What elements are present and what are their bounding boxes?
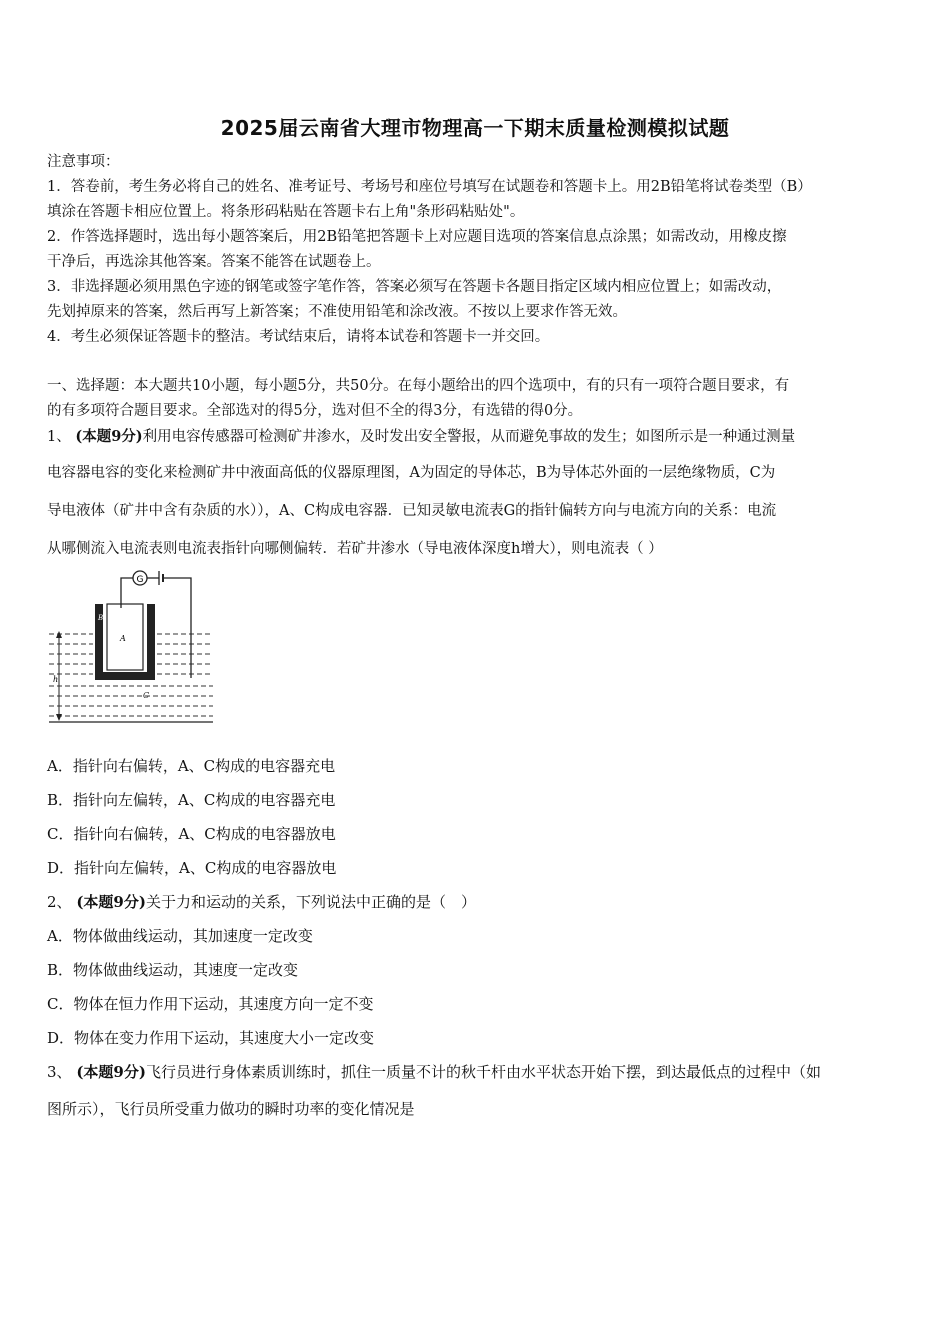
section-instruction: 的有多项符合题目要求。全部选对的得5分，选对但不全的得3分，有选错的得0分。 bbox=[47, 403, 583, 419]
question-number: 3、 bbox=[47, 1063, 72, 1081]
question-1-line bbox=[47, 427, 795, 447]
question-text: 关于力和运动的关系，下列说法中正确的是（ ） bbox=[145, 893, 476, 911]
option-d: D．指针向左偏转，A、C构成的电容器放电 bbox=[47, 859, 337, 877]
notice-line: 1．答卷前，考生务必将自己的姓名、准考证号、考场号和座位号填写在试题卷和答题卡上。用2B铅笔将试卷类型（B） bbox=[47, 179, 812, 195]
question-text: 飞行员进行身体素质训练时，抓住一质量不计的秋千杆由水平状态开始下摆，到达最低点的过程中（如 bbox=[145, 1063, 821, 1081]
notice-heading: 注意事项： bbox=[47, 154, 120, 170]
option-b: B．物体做曲线运动，其速度一定改变 bbox=[47, 961, 299, 979]
notice-line: 3．非选择题必须用黑色字迹的钢笔或签字笔作答，答案必须写在答题卡各题目指定区域内相应位置上；如需改动， bbox=[47, 279, 782, 295]
question-points: (本题9分) bbox=[76, 893, 146, 911]
section-instruction: 一、选择题：本大题共10小题，每小题5分，共50分。在每小题给出的四个选项中，有的只有一项符合题目要求，有 bbox=[47, 378, 790, 394]
page-title: 2025届云南省大理市物理高一下期末质量检测模拟试题 bbox=[220, 116, 730, 140]
question-1-line: 导电液体（矿井中含有杂质的水）），A、C构成电容器．已知灵敏电流表G的指针偏转方向与电流方向的关系：电流 bbox=[47, 503, 777, 519]
notice-line: 先划掉原来的答案，然后再写上新答案；不准使用铅笔和涂改液。不按以上要求作答无效。 bbox=[47, 304, 627, 320]
option-c: C．物体在恒力作用下运动，其速度方向一定不变 bbox=[47, 995, 374, 1013]
question-3-line: 图所示），飞行员所受重力做功的瞬时功率的变化情况是 bbox=[47, 1100, 415, 1118]
question-points: (本题9分) bbox=[76, 1063, 146, 1081]
question-1-line: 从哪侧流入电流表则电流表指针向哪侧偏转．若矿井渗水（导电液体深度h增大），则电流表（ ） bbox=[47, 541, 663, 557]
question-number: 1、 bbox=[47, 429, 71, 445]
label-c: C bbox=[143, 691, 150, 700]
label-h: h bbox=[53, 675, 59, 684]
question-2-line bbox=[47, 892, 476, 912]
label-b: B bbox=[98, 614, 104, 622]
question-text: 利用电容传感器可检测矿井渗水，及时发出安全警报，从而避免事故的发生；如图所示是一种通过测量 bbox=[142, 429, 796, 445]
capacitor-diagram bbox=[47, 568, 217, 728]
option-a: A．指针向右偏转，A、C构成的电容器充电 bbox=[47, 757, 336, 775]
option-a: A．物体做曲线运动，其加速度一定改变 bbox=[47, 927, 313, 945]
notice-line: 4．考生必须保证答题卡的整洁。考试结束后，请将本试卷和答题卡一并交回。 bbox=[47, 329, 550, 345]
option-b: B．指针向左偏转，A、C构成的电容器充电 bbox=[47, 791, 336, 809]
notice-line: 干净后，再选涂其他答案。答案不能答在试题卷上。 bbox=[47, 254, 381, 270]
galvanometer-label: G bbox=[136, 575, 144, 585]
label-a: A bbox=[120, 634, 126, 643]
wire-right bbox=[163, 578, 191, 628]
question-1-line: 电容器电容的变化来检测矿井中液面高低的仪器原理图，A为固定的导体芯，B为导体芯外面的一层绝缘物质，C为 bbox=[47, 465, 776, 481]
option-d: D．物体在变力作用下运动，其速度大小一定改变 bbox=[47, 1029, 375, 1047]
question-number: 2、 bbox=[47, 893, 72, 911]
question-3-line bbox=[47, 1062, 821, 1082]
question-points: (本题9分) bbox=[75, 428, 143, 445]
notice-line: 2．作答选择题时，选出每小题答案后，用2B铅笔把答题卡上对应题目选项的答案信息点涂黑；如需改动，用橡皮擦 bbox=[47, 229, 787, 245]
option-c: C．指针向右偏转，A、C构成的电容器放电 bbox=[47, 825, 336, 843]
notice-line: 填涂在答题卡相应位置上。将条形码粘贴在答题卡右上角"条形码粘贴处"。 bbox=[47, 204, 525, 220]
